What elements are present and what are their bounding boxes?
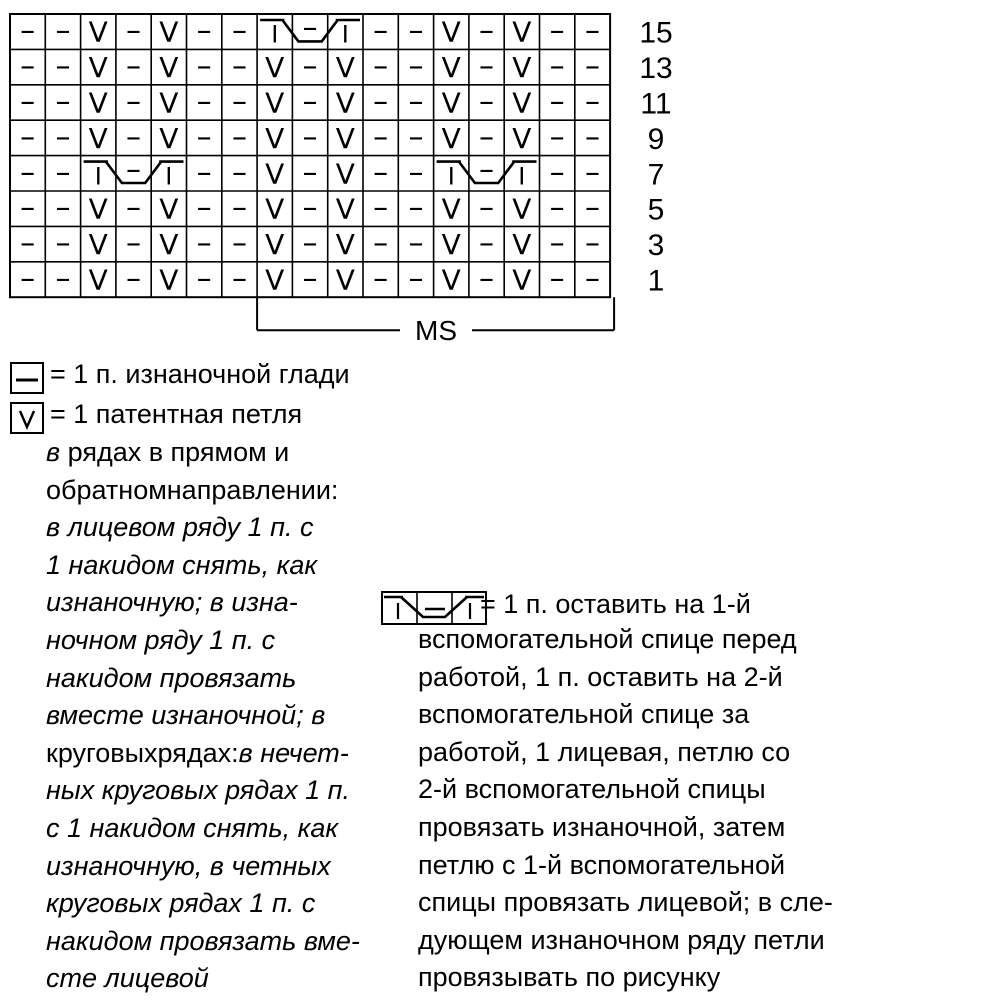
slip-desc-segment: накидом провязать — [46, 662, 297, 693]
chart-row — [20, 152, 664, 191]
slip-desc-segment: круговых рядах 1 п. с — [46, 888, 316, 919]
purl-stitch: – — [196, 49, 212, 85]
purl-stitch: – — [20, 226, 36, 262]
slip-stitch: V — [265, 51, 285, 85]
purl-stitch: – — [20, 190, 36, 226]
purl-stitch: – — [231, 226, 247, 262]
purl-stitch: – — [55, 13, 71, 49]
purl-stitch: – — [20, 84, 36, 120]
knitting-chart — [0, 0, 1000, 360]
cable-middle-stitch: – — [479, 152, 495, 188]
purl-stitch: – — [20, 155, 36, 191]
cable-desc-line: работой, 1 лицевая, петлю со — [418, 736, 791, 767]
slip-stitch: V — [335, 121, 355, 155]
legend-cable-text: = 1 п. оставить на 1-й — [480, 589, 751, 619]
purl-stitch: – — [196, 261, 212, 297]
slip-desc-segment: изнаночную, в четных — [46, 850, 331, 881]
slip-stitch: V — [335, 157, 355, 191]
repeat-bracket — [257, 297, 614, 346]
slip-stitch: V — [335, 51, 355, 85]
slip-stitch: V — [441, 263, 461, 297]
purl-stitch: – — [584, 84, 600, 120]
purl-stitch: – — [408, 84, 424, 120]
cable-middle-stitch: – — [302, 10, 318, 46]
slip-stitch: V — [335, 192, 355, 226]
chart-row — [20, 85, 671, 121]
slip-desc-line — [46, 735, 360, 773]
purl-stitch: – — [584, 261, 600, 297]
row-number: 9 — [647, 122, 665, 156]
row-number: 7 — [647, 158, 665, 192]
cable-desc-line: вспомогательной спице за — [418, 699, 750, 730]
slip-stitch: V — [159, 263, 179, 297]
slip-desc-segment: изнаночную; в изна- — [46, 587, 298, 618]
row-number: 15 — [639, 16, 673, 50]
slip-desc-segment: ночном ряду 1 п. с — [46, 624, 276, 655]
purl-stitch: – — [302, 84, 318, 120]
cable-desc-line: спицы провязать лицевой; в сле- — [418, 887, 833, 918]
cable-cross — [260, 11, 360, 49]
purl-stitch: – — [302, 226, 318, 262]
slip-stitch: V — [265, 121, 285, 155]
chart-row — [20, 49, 673, 85]
row-number: 11 — [640, 87, 672, 121]
slip-stitch: V — [88, 51, 108, 85]
purl-stitch: – — [479, 49, 495, 85]
purl-stitch: – — [549, 226, 565, 262]
purl-stitch: – — [584, 226, 600, 262]
purl-stitch: – — [549, 13, 565, 49]
purl-stitch: – — [196, 13, 212, 49]
purl-stitch: – — [584, 13, 600, 49]
cable-cross — [84, 152, 184, 190]
slip-desc-line — [46, 622, 360, 660]
purl-stitch: – — [373, 49, 389, 85]
cable-desc-line: провязать изнаночной, затем — [418, 811, 786, 842]
purl-stitch: – — [302, 155, 318, 191]
purl-stitch: – — [302, 49, 318, 85]
cable-left-stitch: I — [94, 162, 102, 191]
slip-stitch: V — [265, 157, 285, 191]
purl-stitch: – — [55, 226, 71, 262]
slip-desc-line — [46, 584, 360, 622]
purl-stitch: – — [549, 155, 565, 191]
slip-desc-segment: обратномнаправлении: — [46, 474, 339, 505]
slip-stitch: V — [159, 192, 179, 226]
purl-stitch: – — [408, 13, 424, 49]
purl-stitch: – — [584, 49, 600, 85]
purl-stitch: – — [408, 261, 424, 297]
purl-stitch: – — [20, 13, 36, 49]
cable-middle-stitch: – — [126, 152, 142, 188]
purl-stitch: – — [231, 84, 247, 120]
purl-stitch: – — [126, 13, 142, 49]
chart-row — [20, 120, 664, 156]
slip-desc-segment: накидом провязать вме- — [46, 925, 360, 956]
slip-desc-segment: в нечет- — [238, 737, 349, 768]
legend-cable-description — [418, 621, 833, 997]
slip-stitch: V — [159, 51, 179, 85]
cable-desc-line: работой, 1 п. оставить на 2-й — [418, 661, 783, 692]
purl-stitch: – — [549, 119, 565, 155]
purl-stitch: – — [20, 261, 36, 297]
slip-desc-segment: вместе изнаночной; — [46, 700, 312, 731]
cable-desc-line: 2-й вспомогательной спицы — [418, 774, 766, 805]
purl-stitch: – — [584, 155, 600, 191]
purl-stitch: – — [584, 190, 600, 226]
slip-stitch: V — [159, 86, 179, 120]
purl-stitch: – — [196, 155, 212, 191]
purl-stitch: – — [231, 261, 247, 297]
slip-stitch: V — [512, 192, 532, 226]
chart-row — [20, 11, 673, 50]
purl-stitch: – — [408, 190, 424, 226]
purl-stitch: – — [231, 155, 247, 191]
purl-stitch: – — [55, 190, 71, 226]
slip-desc-line — [46, 923, 360, 961]
purl-stitch: – — [196, 84, 212, 120]
slip-desc-line — [46, 772, 360, 810]
slip-stitch: V — [441, 192, 461, 226]
slip-desc-segment: ных круговых рядах 1 п. — [46, 775, 351, 806]
slip-desc-segment: рядах в прямом и — [67, 437, 290, 467]
purl-stitch: – — [126, 49, 142, 85]
slip-desc-line — [46, 434, 360, 472]
cable-cross — [437, 152, 537, 190]
slip-desc-line — [46, 697, 360, 735]
slip-desc-line — [46, 472, 360, 510]
cable-desc-line: петлю с 1-й вспомогательной — [418, 849, 786, 880]
purl-stitch: – — [408, 119, 424, 155]
slip-desc-segment: в — [46, 437, 68, 467]
slip-stitch: V — [335, 228, 355, 262]
slip-desc-segment: с 1 накидом снять, как — [46, 812, 339, 843]
purl-stitch: – — [479, 261, 495, 297]
legend-purl-symbol — [10, 362, 44, 394]
slip-desc-line — [46, 509, 360, 547]
purl-stitch: – — [408, 226, 424, 262]
slip-stitch: V — [265, 263, 285, 297]
slip-stitch: V — [335, 86, 355, 120]
slip-desc-line — [46, 885, 360, 923]
slip-desc-line — [46, 848, 360, 886]
slip-stitch: V — [512, 86, 532, 120]
purl-stitch: – — [231, 190, 247, 226]
row-number: 1 — [647, 264, 665, 298]
row-number: 5 — [647, 193, 665, 227]
slip-desc-line — [46, 660, 360, 698]
slip-stitch: V — [441, 228, 461, 262]
slip-stitch: V — [88, 86, 108, 120]
slip-stitch: V — [512, 228, 532, 262]
slip-stitch: V — [159, 121, 179, 155]
row-number: 3 — [647, 229, 665, 263]
purl-stitch: – — [196, 119, 212, 155]
cable-right-stitch: I — [341, 20, 349, 49]
cable-left-stitch: I — [447, 162, 455, 191]
purl-stitch: – — [373, 155, 389, 191]
purl-stitch: – — [479, 119, 495, 155]
slip-stitch: V — [441, 121, 461, 155]
slip-desc-segment: 1 накидом снять, как — [46, 549, 318, 580]
repeat-label: MS — [415, 315, 457, 347]
purl-stitch: – — [479, 84, 495, 120]
purl-stitch: – — [408, 155, 424, 191]
cable-desc-line: провязывать по рисунку — [418, 962, 721, 993]
purl-stitch: – — [373, 13, 389, 49]
slip-desc-segment: круговыхрядах: — [46, 737, 239, 768]
slip-stitch: V — [441, 86, 461, 120]
legend-slip-text: = 1 патентная петля — [50, 399, 303, 429]
purl-stitch: – — [55, 84, 71, 120]
purl-stitch: – — [196, 226, 212, 262]
purl-stitch: – — [55, 49, 71, 85]
purl-stitch: – — [549, 49, 565, 85]
purl-stitch: – — [126, 261, 142, 297]
purl-stitch: – — [373, 119, 389, 155]
slip-stitch: V — [159, 15, 179, 49]
chart-row — [20, 191, 664, 227]
purl-stitch: – — [479, 13, 495, 49]
purl-stitch: – — [126, 84, 142, 120]
purl-stitch: – — [549, 261, 565, 297]
slip-stitch: V — [88, 121, 108, 155]
legend-slip-symbol — [10, 402, 44, 434]
purl-stitch: – — [231, 13, 247, 49]
slip-stitch: V — [88, 263, 108, 297]
legend-slip-description — [46, 434, 360, 998]
slip-stitch: V — [512, 263, 532, 297]
slip-desc-segment: сте лицевой — [46, 963, 209, 994]
slip-stitch: V — [265, 228, 285, 262]
purl-stitch: – — [302, 119, 318, 155]
slip-desc-segment: в лицевом ряду 1 п. с — [46, 512, 314, 543]
purl-stitch: – — [373, 226, 389, 262]
slip-stitch: V — [512, 51, 532, 85]
slip-stitch: V — [265, 86, 285, 120]
purl-stitch: – — [196, 190, 212, 226]
purl-stitch: – — [20, 49, 36, 85]
purl-stitch: – — [549, 190, 565, 226]
slip-desc-segment: в — [311, 700, 326, 731]
purl-stitch: – — [126, 226, 142, 262]
slip-stitch: V — [88, 15, 108, 49]
chart-row — [20, 226, 664, 262]
slip-stitch: V — [441, 51, 461, 85]
purl-stitch: – — [584, 119, 600, 155]
purl-stitch: – — [302, 261, 318, 297]
purl-stitch: – — [549, 84, 565, 120]
cable-desc-line: дующем изнаночном ряду петли — [418, 924, 825, 955]
slip-stitch: V — [512, 15, 532, 49]
legend-purl-text: = 1 п. изнаночной глади — [50, 359, 350, 389]
purl-stitch: – — [373, 261, 389, 297]
slip-stitch: V — [88, 228, 108, 262]
cable-desc-line: вспомогательной спице перед — [418, 624, 797, 654]
purl-stitch: – — [479, 190, 495, 226]
cable-right-stitch: I — [165, 162, 173, 191]
purl-stitch: – — [302, 190, 318, 226]
purl-stitch: – — [231, 119, 247, 155]
purl-stitch: – — [55, 155, 71, 191]
row-number: 13 — [639, 52, 673, 86]
slip-desc-line — [46, 547, 360, 585]
slip-stitch: V — [441, 15, 461, 49]
purl-stitch: – — [126, 190, 142, 226]
purl-stitch: – — [373, 190, 389, 226]
purl-stitch: – — [55, 119, 71, 155]
slip-stitch: V — [159, 228, 179, 262]
purl-stitch: – — [126, 119, 142, 155]
slip-stitch: V — [512, 121, 532, 155]
slip-desc-line — [46, 960, 360, 998]
cable-left-stitch: I — [271, 20, 279, 49]
legend-cable-symbol — [381, 591, 489, 625]
chart-row — [20, 262, 664, 298]
slip-stitch: V — [265, 192, 285, 226]
purl-stitch: – — [479, 226, 495, 262]
cable-right-stitch: I — [518, 162, 526, 191]
slip-desc-line — [46, 810, 360, 848]
slip-stitch: V — [88, 192, 108, 226]
purl-stitch: – — [20, 119, 36, 155]
purl-stitch: – — [408, 49, 424, 85]
purl-stitch: – — [55, 261, 71, 297]
slip-stitch: V — [335, 263, 355, 297]
purl-stitch: – — [231, 49, 247, 85]
purl-stitch: – — [373, 84, 389, 120]
